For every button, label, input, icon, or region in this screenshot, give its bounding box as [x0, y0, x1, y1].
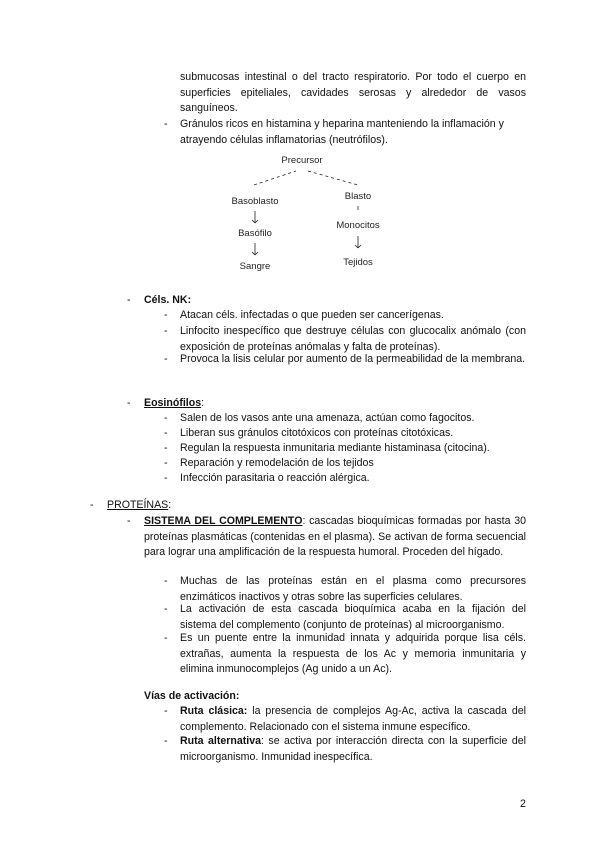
dash: -: [164, 442, 168, 454]
dash: -: [164, 309, 168, 321]
dash: -: [164, 603, 168, 615]
diagram-tejidos: Tejidos: [343, 257, 373, 268]
eos-item-5: Infección parasitaria o reacción alérgica.: [180, 472, 370, 484]
dash: -: [164, 118, 168, 130]
intro-bullet: Gránulos ricos en histamina y heparina manteniendo la inflamación y atrayendo células inflamatorias (neutrófilos).: [180, 118, 504, 146]
nk-heading: [144, 293, 191, 309]
nk-item-2: Linfocito inespecífico que destruye células con glucocalix anómalo (con exposición de proteínas anómalas y falta de proteínas).: [180, 325, 526, 353]
ruta-clasica-label: Ruta clásica:: [180, 705, 248, 717]
diagram-arrowhead: [355, 245, 358, 248]
page-number: 2: [520, 798, 526, 810]
diagram-branch-left: [254, 171, 296, 185]
ruta-alternativa-text: : se activa por interacción directa con la superficie del microorganismo. Inmunidad inespecífica.: [180, 735, 527, 763]
dash: -: [164, 735, 168, 747]
ruta-clasica-text: la presencia de complejos Ag-Ac, activa la cascada del complemento. Relacionado con el sistema inmune específico.: [180, 705, 526, 733]
complemento-text: : cascadas bioquímicas formadas por hasta 30 proteínas plasmáticas (contenidas en el plasma). Se activan de forma secuencial para lograr una amplificación de la respuesta humoral. Proceden del hígado.: [144, 515, 526, 559]
eos-heading: [144, 396, 204, 412]
diagram-monocitos: Monocitos: [336, 220, 380, 231]
dash: -: [164, 325, 168, 337]
dash: -: [164, 575, 168, 587]
nk-title: Céls. NK:: [144, 294, 192, 306]
diagram-arrowhead: [255, 252, 258, 255]
complemento-item-1: Muchas de las proteínas están en el plasma como precursores enzimáticos inactivos y otras sobre las superficies celulares.: [180, 575, 526, 603]
diagram-arrowhead: [358, 245, 361, 248]
complemento-item-3: Es un puente entre la inmunidad innata y adquirida porque lisa céls. extrañas, aumenta la respuesta de los Ac y memoria inmunitaria y elimina inmunocomplejos (Ag unido a un Ac).: [180, 632, 526, 676]
eos-item-1: Salen de los vasos ante una amenaza, actúan como fagocitos.: [180, 412, 475, 424]
cell-lineage-diagram: [222, 152, 392, 272]
complemento-item-2: La activación de esta cascada bioquímica acaba en la fijación del sistema del complemento (conjunto de proteínas) al microorganismo.: [180, 603, 526, 631]
dash: -: [127, 294, 131, 306]
vias-heading: [144, 689, 239, 705]
dash: -: [90, 499, 94, 511]
diagram-sangre: Sangre: [239, 261, 271, 272]
proteinas-title: PROTEÍNAS: [107, 499, 169, 511]
diagram-basofilo: Basófilo: [238, 228, 272, 239]
complemento-title: SISTEMA DEL COMPLEMENTO: [144, 515, 303, 527]
vias-title: Vías de activación:: [144, 690, 240, 702]
diagram-root: Precursor: [281, 155, 323, 166]
eos-item-3: Regulan la respuesta inmunitaria mediante histaminasa (citocina).: [180, 442, 490, 454]
eos-title: Eosinófilos: [144, 397, 202, 409]
diagram-arrowhead: [252, 252, 255, 255]
eos-item-4: Reparación y remodelación de los tejidos: [180, 457, 374, 469]
nk-item-3: Provoca la lisis celular por aumento de la permeabilidad de la membrana.: [180, 353, 526, 365]
eos-colon: :: [201, 397, 205, 409]
dash: -: [164, 353, 168, 365]
ruta-alternativa: [180, 734, 526, 765]
diagram-arrowhead: [255, 220, 258, 223]
dash: -: [164, 632, 168, 644]
proteinas-colon: :: [168, 499, 172, 511]
proteinas-heading: [107, 498, 171, 514]
eos-item-2: Liberan sus gránulos citotóxicos con proteínas citotóxicas.: [180, 427, 454, 439]
intro-line-1: submucosas intestinal o del tracto respiratorio. Por todo el cuerpo en: [180, 71, 526, 83]
dash: -: [164, 412, 168, 424]
dash: -: [164, 427, 168, 439]
dash: -: [127, 397, 131, 409]
dash: -: [127, 515, 131, 527]
intro-paragraph: [180, 70, 526, 117]
dash: -: [164, 705, 168, 717]
intro-line-2: superficies epiteliales, cavidades serosas y alrededor de vasos: [180, 86, 526, 99]
nk-item-1: Atacan céls. infectadas o que pueden ser cancerígenas.: [180, 309, 444, 321]
ruta-alternativa-label: Ruta alternativa: [180, 735, 261, 747]
dash: -: [164, 457, 168, 469]
complemento-paragraph: [144, 514, 526, 561]
ruta-clasica: [180, 704, 526, 735]
diagram-blasto: Blasto: [344, 191, 372, 202]
diagram-branch-right: [308, 171, 358, 185]
intro-line-3: sanguíneos.: [180, 102, 238, 115]
diagram-arrowhead: [252, 220, 255, 223]
dash: -: [164, 472, 168, 484]
diagram-basoblasto: Basoblasto: [231, 196, 279, 207]
